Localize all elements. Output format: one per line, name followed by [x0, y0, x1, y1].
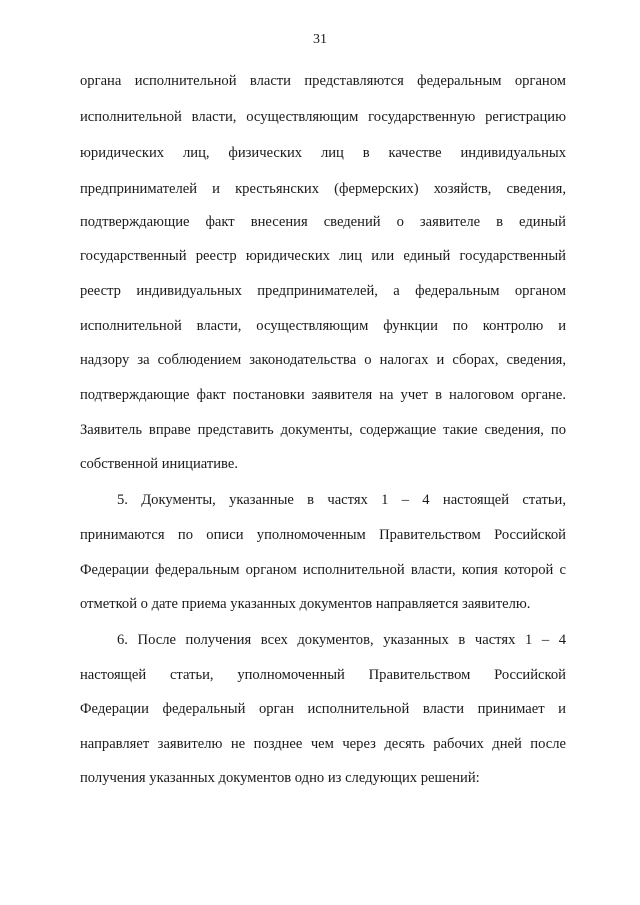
text-line: государственный реестр юридических лиц или единый государственный [80, 248, 566, 264]
text-line: направляет заявителю не позднее чем через десять рабочих дней после [80, 736, 566, 752]
text-line: органа исполнительной власти представляются федеральным органом [80, 73, 566, 89]
text-line: Федерации федеральный орган исполнительной власти принимает и [80, 701, 566, 717]
text-line: получения указанных документов одно из следующих решений: [80, 770, 480, 786]
text-line: собственной инициативе. [80, 456, 238, 472]
text-line: подтверждающие факт постановки заявителя на учет в налоговом органе. [80, 387, 566, 403]
text-line: Федерации федеральным органом исполнительной власти, копия которой с [80, 562, 566, 578]
text-line: подтверждающие факт внесения сведений о заявителе в единый [80, 214, 566, 230]
text-line: надзору за соблюдением законодательства о налогах и сборах, сведения, [80, 352, 566, 368]
page-number: 31 [313, 32, 327, 47]
text-line: исполнительной власти, осуществляющим функции по контролю и [80, 318, 566, 334]
text-line: настоящей статьи, уполномоченный Правительством Российской [80, 667, 566, 683]
text-line: исполнительной власти, осуществляющим государственную регистрацию [80, 109, 566, 125]
text-line: отметкой о дате приема указанных документов направляется заявителю. [80, 596, 531, 612]
text-line: реестр индивидуальных предпринимателей, а федеральным органом [80, 283, 566, 299]
text-line: юридических лиц, физических лиц в качестве индивидуальных [80, 145, 566, 161]
text-line: предпринимателей и крестьянских (фермерских) хозяйств, сведения, [80, 181, 566, 197]
paragraph-5-first-line: 5. Документы, указанные в частях 1 – 4 настоящей статьи, [117, 492, 566, 508]
paragraph-6-first-line: 6. После получения всех документов, указанных в частях 1 – 4 [117, 632, 566, 648]
text-line: Заявитель вправе представить документы, содержащие такие сведения, по [80, 422, 566, 438]
text-line: принимаются по описи уполномоченным Правительством Российской [80, 527, 566, 543]
